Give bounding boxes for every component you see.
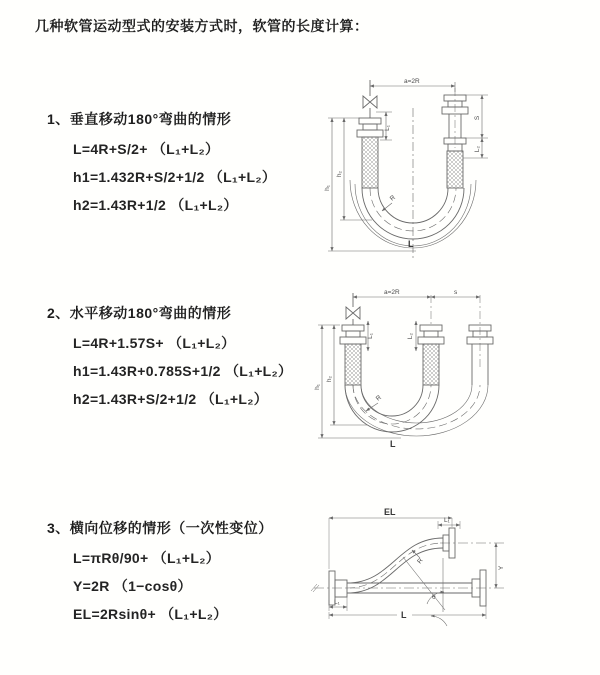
formula-line: L=4R+1.57S+ （L₁+L₂） (73, 335, 236, 351)
section-lateral-displacement (47, 518, 273, 628)
section-vertical-movement (47, 109, 276, 219)
diagram-horizontal-u-bend (306, 283, 540, 475)
dim-label-l2: L₂ (407, 332, 414, 340)
dim-label-l1-top: L₁ (444, 517, 450, 524)
section-2-formulas (73, 329, 292, 413)
moved-pipe-assembly (467, 295, 493, 385)
section-1-heading: 1、垂直移动180°弯曲的情形 (47, 111, 232, 127)
middle-pipe-assembly (418, 295, 444, 385)
dim-label-a2r: a=2R (404, 78, 420, 85)
formula-line: h1=1.43R+0.785S+1/2 （L₁+L₂） (73, 363, 293, 379)
diagram-vertical-u-bend (312, 70, 534, 266)
dim-label-h2: h₂ (326, 375, 333, 383)
dim-label-s: s (454, 289, 458, 296)
diagram-lateral-displacement (300, 500, 600, 640)
dim-label-l-total: L (390, 439, 396, 449)
dim-label-h1: h₁ (314, 384, 321, 390)
dim-label-l-total: L (408, 239, 414, 249)
formula-line: h2=1.43R+S/2+1/2 （L₁+L₂） (73, 391, 269, 407)
dim-label-r: R (374, 394, 383, 403)
dim-label-r: R (388, 194, 397, 203)
dim-label-a2r: a=2R (384, 289, 400, 296)
dim-label-theta: θ (432, 594, 436, 601)
dim-label-h1: h₁ (324, 185, 331, 191)
braided-hose-section (362, 137, 378, 188)
left-pipe-assembly (340, 293, 366, 385)
formula-line: Y=2R （1−cosθ） (73, 578, 192, 594)
dim-label-l-total: L (401, 610, 407, 620)
dim-label-r: R (416, 557, 425, 566)
section-3-formulas (73, 544, 273, 628)
section-1-formulas (73, 135, 276, 219)
braided-hose-section (345, 344, 361, 385)
left-pipe-assembly (357, 80, 383, 188)
section-2-heading: 2、水平移动180°弯曲的情形 (47, 305, 232, 321)
page-title: 几种软管运动型式的安装方式时，软管的长度计算： (35, 18, 369, 34)
dim-label-s: S (474, 115, 481, 121)
valve-icon (363, 96, 377, 108)
dim-label-l1-bottom: L₁ (334, 599, 340, 606)
braided-hose-section (423, 344, 439, 385)
dimension-lines (318, 297, 480, 438)
dim-label-el: EL (384, 507, 396, 517)
formula-line: h2=1.43R+1/2 （L₁+L₂） (73, 197, 238, 213)
braided-hose-section (447, 151, 463, 188)
dim-label-l1: L₁ (367, 333, 374, 339)
dim-label-l2: L₂ (474, 145, 481, 153)
dim-label-l1: L₁ (384, 125, 391, 131)
dim-label-y: Y (498, 565, 505, 571)
dim-label-h2: h₂ (336, 170, 343, 178)
formula-line: L=πRθ/90+ （L₁+L₂） (73, 550, 221, 566)
section-3-heading: 3、横向位移的情形（一次性变位） (47, 520, 273, 536)
dimension-lines (329, 518, 496, 619)
formula-line: L=4R+S/2+ （L₁+L₂） (73, 141, 220, 157)
formula-line: EL=2Rsinθ+ （L₁+L₂） (73, 606, 228, 622)
formula-line: h1=1.432R+S/2+1/2 （L₁+L₂） (73, 169, 277, 185)
valve-icon (346, 307, 360, 319)
section-horizontal-movement (47, 303, 292, 413)
